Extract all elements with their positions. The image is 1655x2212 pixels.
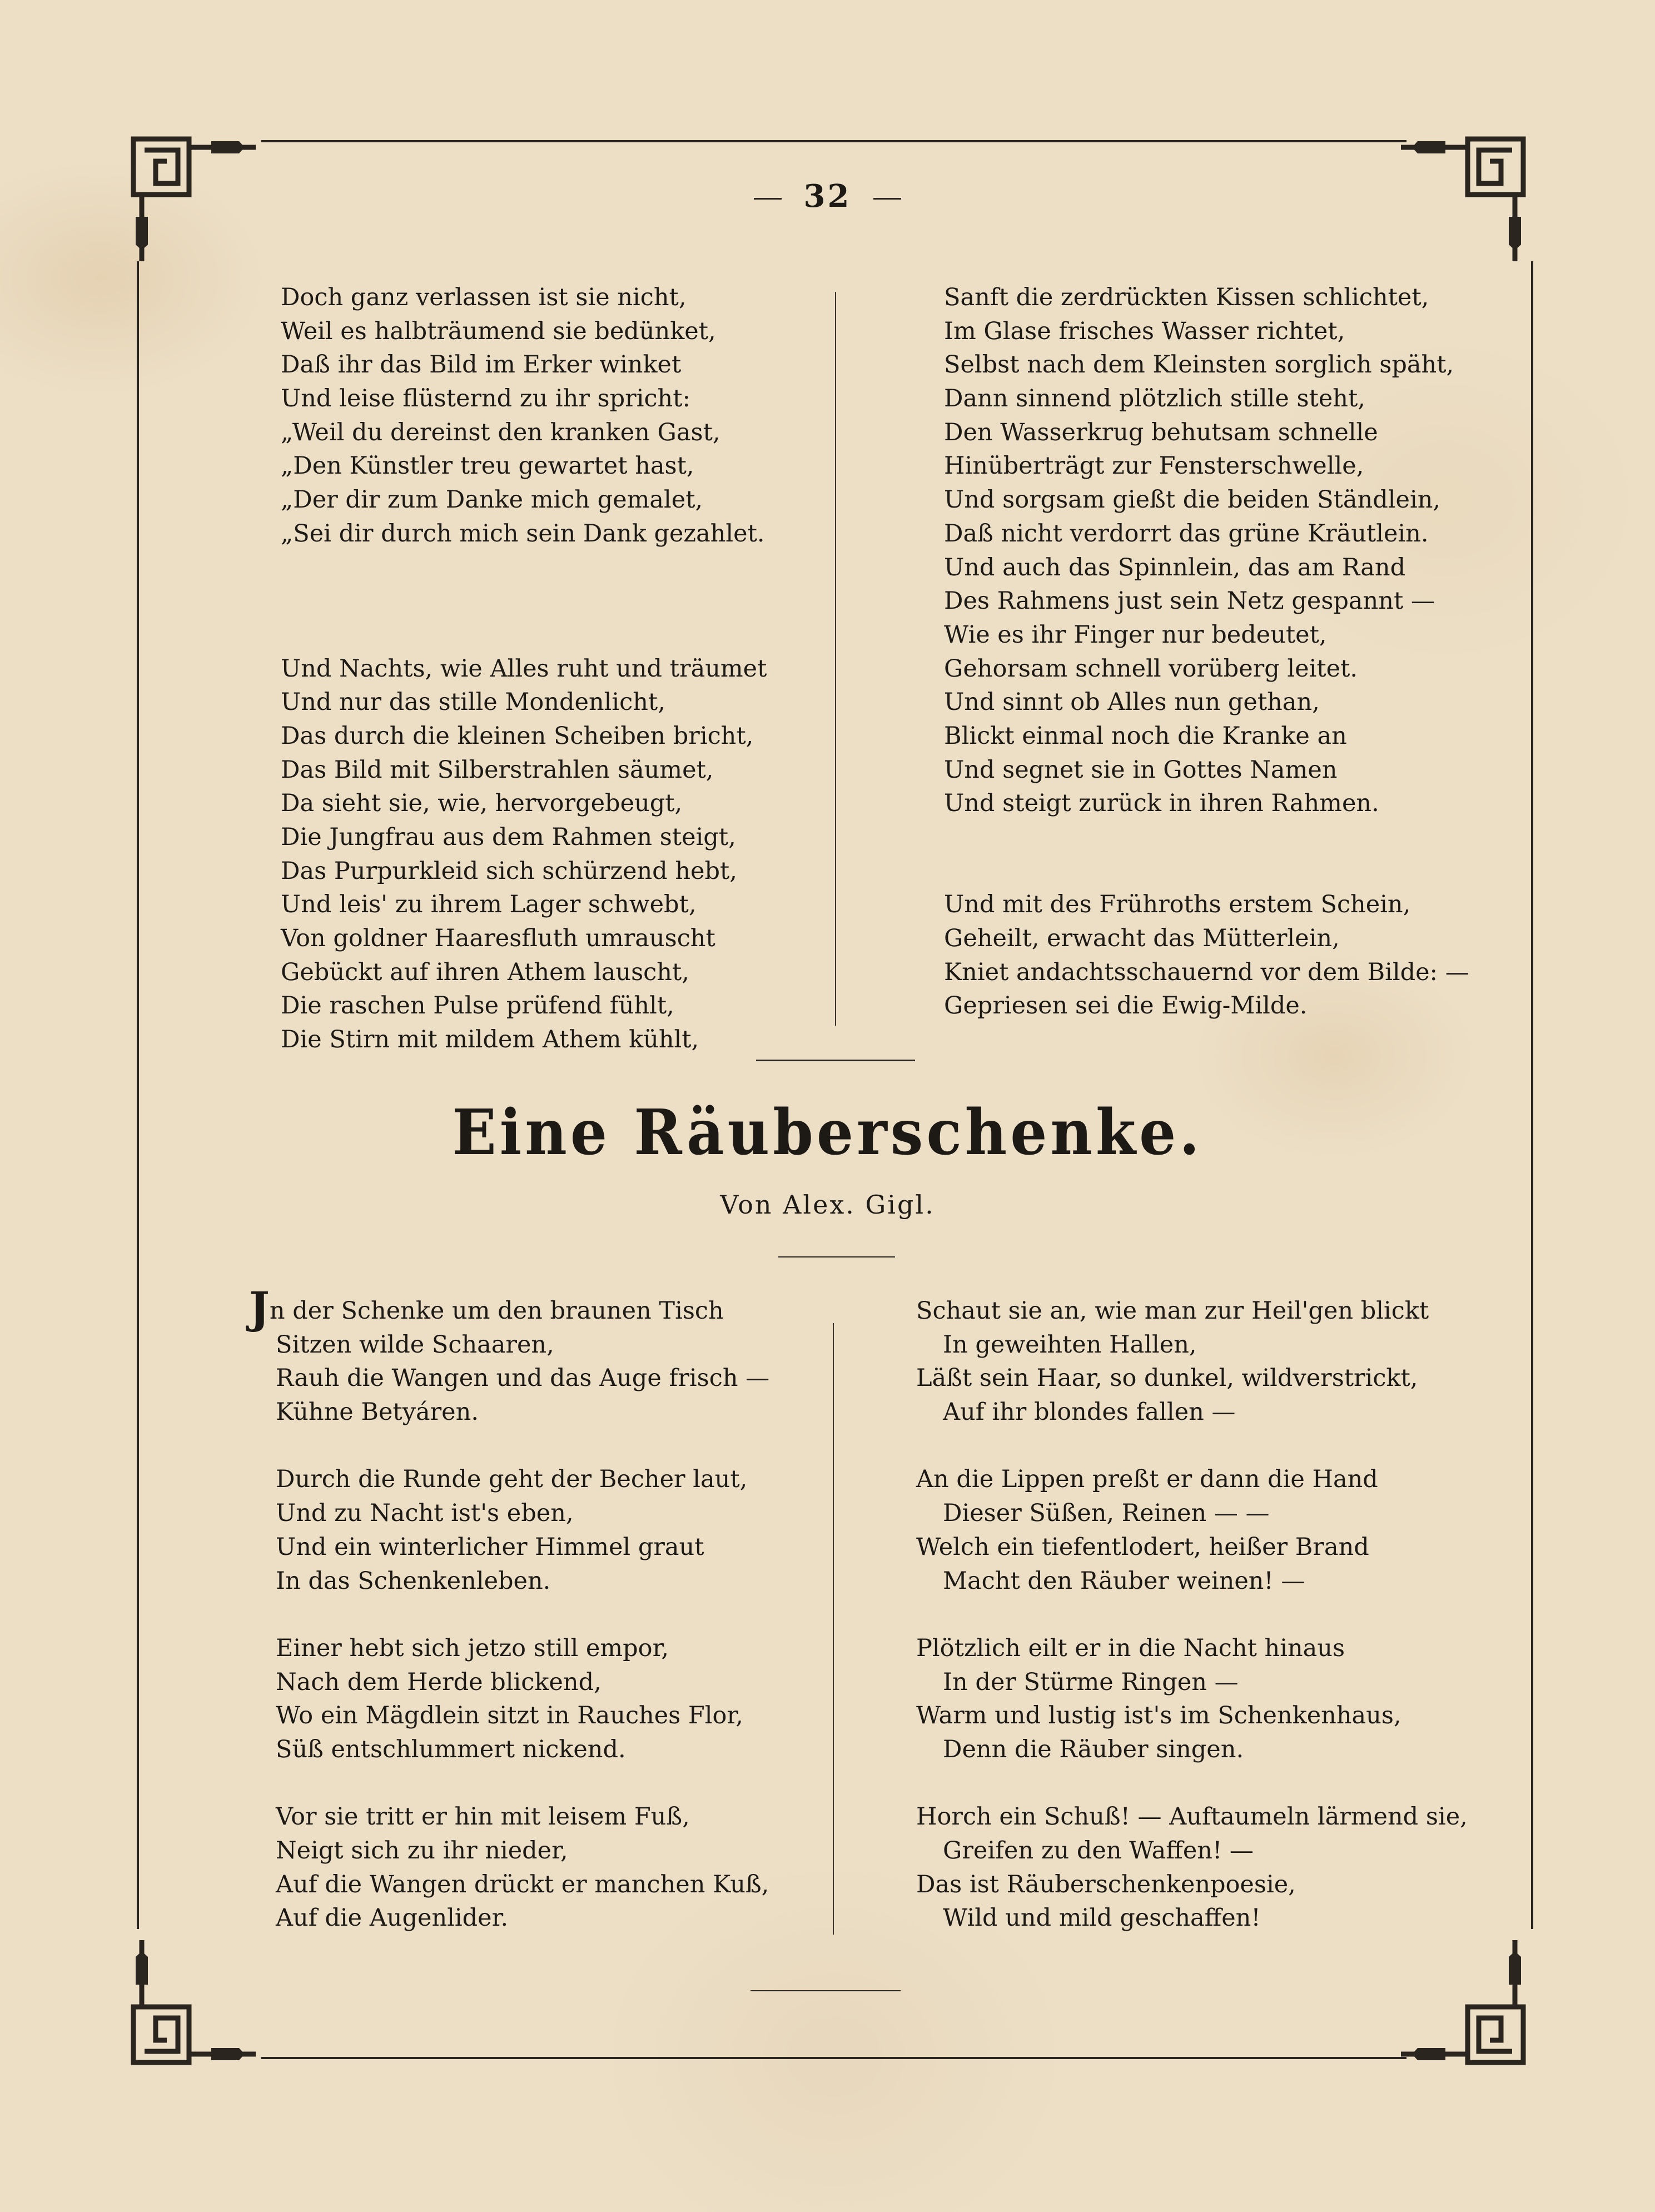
greek-key-corner-icon: [128, 1940, 256, 2068]
verse-line: Gehorsam schnell vorüberg leitet.: [944, 654, 1358, 683]
verse-line: Plötzlich eilt er in die Nacht hinaus: [916, 1634, 1345, 1662]
verse-line: Das durch die kleinen Scheiben bricht,: [281, 722, 754, 750]
verse-line: Das ist Räuberschenkenpoesie,: [916, 1870, 1296, 1898]
verse-line: Wie es ihr Finger nur bedeutet,: [944, 620, 1327, 649]
verse-line: Und sorgsam gießt die beiden Ständlein,: [944, 486, 1441, 514]
verse-line: Und leise flüsternd zu ihr spricht:: [281, 385, 691, 413]
verse-line: In der Stürme Ringen —: [943, 1668, 1239, 1696]
verse-line: Doch ganz verlassen ist sie nicht,: [281, 284, 687, 311]
verse-line: Schaut sie an, wie man zur Heil'gen blickt: [916, 1297, 1429, 1325]
page-number: [0, 178, 1655, 215]
verse-line: Den Wasserkrug behutsam schnelle: [944, 418, 1378, 446]
stanza-gap: [249, 1598, 769, 1632]
verse-line: Kühne Betyáren.: [276, 1398, 479, 1426]
verse-line: Und zu Nacht ist's eben,: [276, 1499, 574, 1528]
stanza-gap: [281, 551, 767, 585]
verse-line: „Sei dir durch mich sein Dank gezahlet.: [281, 519, 765, 548]
verse-line: Denn die Räuber singen.: [943, 1735, 1244, 1763]
verse-line: Im Glase frisches Wasser richtet,: [944, 317, 1345, 345]
verse-line: Hinüberträgt zur Fensterschwelle,: [944, 452, 1364, 480]
verse-line: „Weil du dereinst den kranken Gast,: [281, 418, 720, 446]
verse-line: Vor sie tritt er hin mit leisem Fuß,: [276, 1803, 690, 1831]
poem1-left-column: [281, 281, 767, 1057]
verse-line: „Der dir zum Danke mich gemalet,: [281, 486, 703, 514]
verse-line: [249, 1283, 769, 1334]
stanza-gap: [944, 854, 1469, 888]
verse-line: Und nur das stille Mondenlicht,: [281, 688, 665, 717]
frame-bottom-line: [261, 2057, 1406, 2059]
verse-line: Neigt sich zu ihr nieder,: [276, 1837, 568, 1865]
verse-line: Macht den Räuber weinen! —: [943, 1567, 1305, 1595]
verse-line: Da sieht sie, wie, hervorgebeugt,: [281, 789, 683, 818]
bottom-separator: [751, 1990, 901, 1991]
drop-cap: J: [249, 1283, 270, 1334]
column-divider: [833, 1323, 834, 1935]
verse-line: Die raschen Pulse prüfend fühlt,: [281, 992, 674, 1020]
verse-line: Auf die Wangen drückt er manchen Kuß,: [276, 1870, 769, 1898]
verse-line: Rauh die Wangen und das Auge frisch —: [276, 1364, 770, 1393]
verse-line: Dieser Süßen, Reinen — —: [943, 1499, 1270, 1528]
verse-line: Welch ein tiefentlodert, heißer Brand: [916, 1533, 1369, 1561]
verse-line: Das Purpurkleid sich schürzend hebt,: [281, 857, 737, 885]
verse-line: In das Schenkenleben.: [276, 1567, 551, 1595]
byline-separator: [778, 1256, 895, 1257]
verse-line: Auf ihr blondes fallen —: [943, 1398, 1236, 1426]
verse-line: Und steigt zurück in ihren Rahmen.: [944, 789, 1379, 818]
verse-line: Und sinnt ob Alles nun gethan,: [944, 688, 1320, 717]
verse-line: Daß nicht verdorrt das grüne Kräutlein.: [944, 519, 1429, 548]
verse-line: Kniet andachtsschauernd vor dem Bilde: —: [944, 958, 1469, 986]
verse-line: Greifen zu den Waffen! —: [943, 1837, 1254, 1865]
verse-line: Wo ein Mägdlein sitzt in Rauches Flor,: [276, 1702, 743, 1730]
stanza-gap: [281, 618, 767, 652]
verse-line: Und mit des Frühroths erstem Schein,: [944, 891, 1411, 919]
section-separator: [756, 1060, 915, 1061]
verse-line: Auf die Augenlider.: [276, 1904, 509, 1932]
verse-line: Dann sinnend plötzlich stille steht,: [944, 385, 1365, 413]
verse-line: Von goldner Haaresfluth umrauscht: [281, 924, 715, 953]
poem1-right-column: [944, 281, 1469, 1023]
verse-line: Süß entschlummert nickend.: [276, 1735, 626, 1763]
verse-line: An die Lippen preßt er dann die Hand: [916, 1465, 1378, 1494]
verse-line: Und Nachts, wie Alles ruht und träumet: [281, 654, 767, 683]
column-divider: [835, 292, 836, 1026]
verse-line: Warm und lustig ist's im Schenkenhaus,: [916, 1702, 1401, 1730]
verse-line: Durch die Runde geht der Becher laut,: [276, 1465, 748, 1494]
verse-line: Nach dem Herde blickend,: [276, 1668, 602, 1696]
verse-line: Die Stirn mit mildem Athem kühlt,: [281, 1026, 699, 1054]
verse-line: Und auch das Spinnlein, das am Rand: [944, 553, 1406, 581]
stanza-gap: [916, 1598, 1468, 1632]
stanza-gap: [944, 821, 1469, 854]
verse-line: Des Rahmens just sein Netz gespannt —: [944, 587, 1435, 615]
frame-top-line: [261, 140, 1406, 142]
verse-line: Das Bild mit Silberstrahlen säumet,: [281, 755, 714, 784]
page-number-dash: [873, 198, 901, 200]
stanza-gap: [249, 1429, 769, 1463]
poem-byline: Von Alex. Gigl.: [720, 1190, 935, 1220]
verse-line: Sitzen wilde Schaaren,: [276, 1330, 554, 1359]
page-number-dash: [754, 198, 782, 200]
verse-line: Horch ein Schuß! — Auftaumeln lärmend sie,: [916, 1803, 1468, 1831]
verse-line: Läßt sein Haar, so dunkel, wildverstrickt,: [916, 1364, 1418, 1393]
verse-line: Sanft die zerdrückten Kissen schlichtet,: [944, 284, 1429, 311]
poem2-right-column: [916, 1294, 1468, 1935]
verse-line: Weil es halbträumend sie bedünket,: [281, 317, 716, 345]
greek-key-corner-icon: [1401, 1940, 1529, 2068]
verse-line: Geheilt, erwacht das Mütterlein,: [944, 924, 1340, 953]
verse-line: Daß ihr das Bild im Erker winket: [281, 351, 682, 379]
stanza-gap: [281, 584, 767, 618]
verse-line: Und leis' zu ihrem Lager schwebt,: [281, 891, 697, 919]
verse-line: Und segnet sie in Gottes Namen: [944, 755, 1338, 784]
verse-line: Einer hebt sich jetzo still empor,: [276, 1634, 669, 1662]
stanza-gap: [916, 1767, 1468, 1801]
verse-line-text: n der Schenke um den braunen Tisch: [269, 1297, 724, 1325]
verse-line: Wild und mild geschaffen!: [943, 1904, 1261, 1932]
verse-line: Blickt einmal noch die Kranke an: [944, 722, 1347, 750]
poem2-left-column: [249, 1283, 770, 1935]
verse-line: Und ein winterlicher Himmel graut: [276, 1533, 704, 1561]
verse-line: Gepriesen sei die Ewig-Milde.: [944, 992, 1308, 1020]
verse-line: Die Jungfrau aus dem Rahmen steigt,: [281, 823, 736, 851]
verse-line: „Den Künstler treu gewartet hast,: [281, 452, 694, 480]
verse-line: In geweihten Hallen,: [943, 1330, 1197, 1359]
poem-title: Eine Räuberschenke.: [452, 1095, 1203, 1169]
verse-line: Gebückt auf ihren Athem lauscht,: [281, 958, 689, 986]
stanza-gap: [916, 1429, 1468, 1463]
stanza-gap: [249, 1767, 769, 1801]
poem2-left-lines: [249, 1328, 769, 1935]
verse-line: Selbst nach dem Kleinsten sorglich späht,: [944, 351, 1454, 379]
page-number-text: 32: [803, 178, 852, 215]
